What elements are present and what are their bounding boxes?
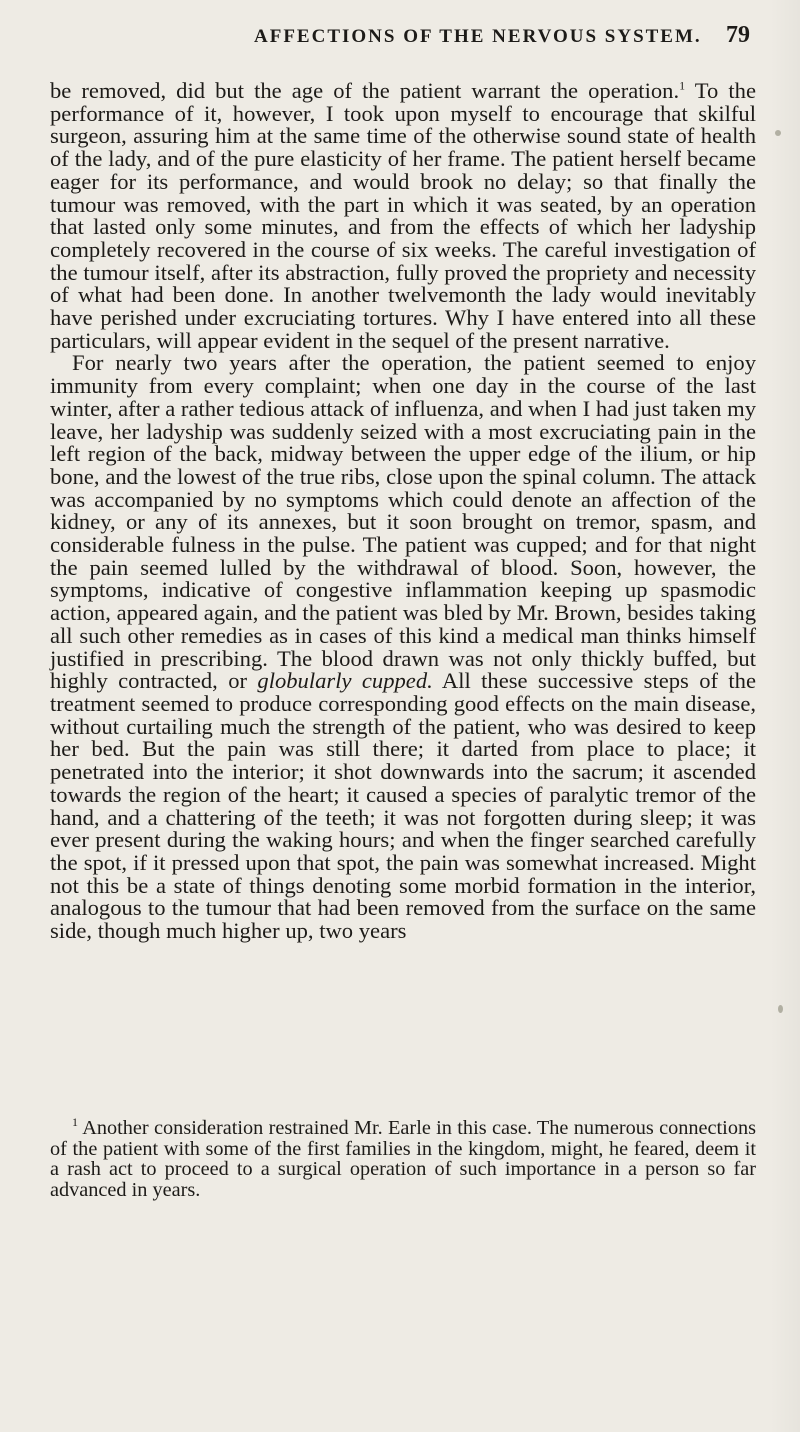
- paragraph-1: [50, 80, 756, 352]
- paragraph-2-emphasis: globularly cupped.: [257, 668, 433, 694]
- footnote: [50, 1115, 756, 1201]
- footnote-reference: 1: [679, 78, 686, 93]
- page-edge-shadow: [770, 0, 800, 1432]
- page-header: [254, 22, 750, 50]
- page-number: 79: [726, 22, 750, 48]
- paragraph-2-text-b: All these successive steps of the treatment seemed to produce corresponding good effects on the main disease, without curtailing much the strength of the patient, who was desired to keep her bed. But the pain was still there; it darted from place to place; it penetrated into the interior; it shot downwards into the sacrum; it ascended towards the region of the heart; it caused a species of paralytic tremor of the hand, and a chattering of the teeth; it was not forgotten during sleep; it was ever present during the waking hours; and when the finger searched carefully the spot, if it pressed upon that spot, the pain was somewhat increased. Might not this be a state of things denoting some morbid formation in the interior, analogous to the tumour that had been removed from the surface on the same side, though much higher up, two years: [50, 668, 756, 944]
- footnote-marker: 1: [72, 1115, 78, 1130]
- body-text: [50, 80, 756, 1100]
- paragraph-2: [50, 352, 756, 942]
- paragraph-2-text-a: For nearly two years after the operation, the patient seemed to enjoy immunity from every complaint; when one day in the course of the last winter, after a rather tedious attack of influenza, and when I had just taken my leave, her ladyship was suddenly seized with a most excruciating pain in the left region of the back, midway between the upper edge of the ilium, or hip bone, and the lowest of the true ribs, close upon the spinal column. The attack was accompanied by no symptoms which could denote an affection of the kidney, or any of its annexes, but it soon brought on tremor, spasm, and considerable fulness in the pulse. The patient was cupped; and for that night the pain seemed lulled by the withdrawal of blood. Soon, however, the symptoms, indicative of congestive inflammation keeping up spasmodic action, appeared again, and the patient was bled by Mr. Brown, besides taking all such other remedies as in cases of this kind a medical man thinks himself justified in prescribing. The blood drawn was not only thickly buffed, but highly contracted, or: [50, 350, 756, 694]
- footnote-text: Another consideration restrained Mr. Earle in this case. The numerous connections of the patient with some of the first families in the kingdom, might, he feared, deem it a rash act to proceed to a surgical operation of such importance in a person so far advanced in years.: [50, 1117, 756, 1201]
- running-head: AFFECTIONS OF THE NERVOUS SYSTEM.: [254, 26, 702, 47]
- paragraph-1-text: To the performance of it, however, I took upon myself to encourage that skilful surgeon, assuring him at the same time of the otherwise sound state of health of the lady, and of the pure elasticity of her frame. The patient herself became eager for its performance, and would brook no delay; so that finally the tumour was removed, with the part in which it was seated, by an operation that lasted only some minutes, and from the effects of which her ladyship completely recovered in the course of six weeks. The careful investigation of the tumour itself, after its abstraction, fully proved the propriety and necessity of what had been done. In another twelvemonth the lady would inevitably have perished under excruciating tortures. Why I have entered into all these particulars, will appear evident in the sequel of the present narrative.: [50, 78, 756, 353]
- paragraph-1-lead: be removed, did but the age of the patient warrant the operation.: [50, 78, 680, 103]
